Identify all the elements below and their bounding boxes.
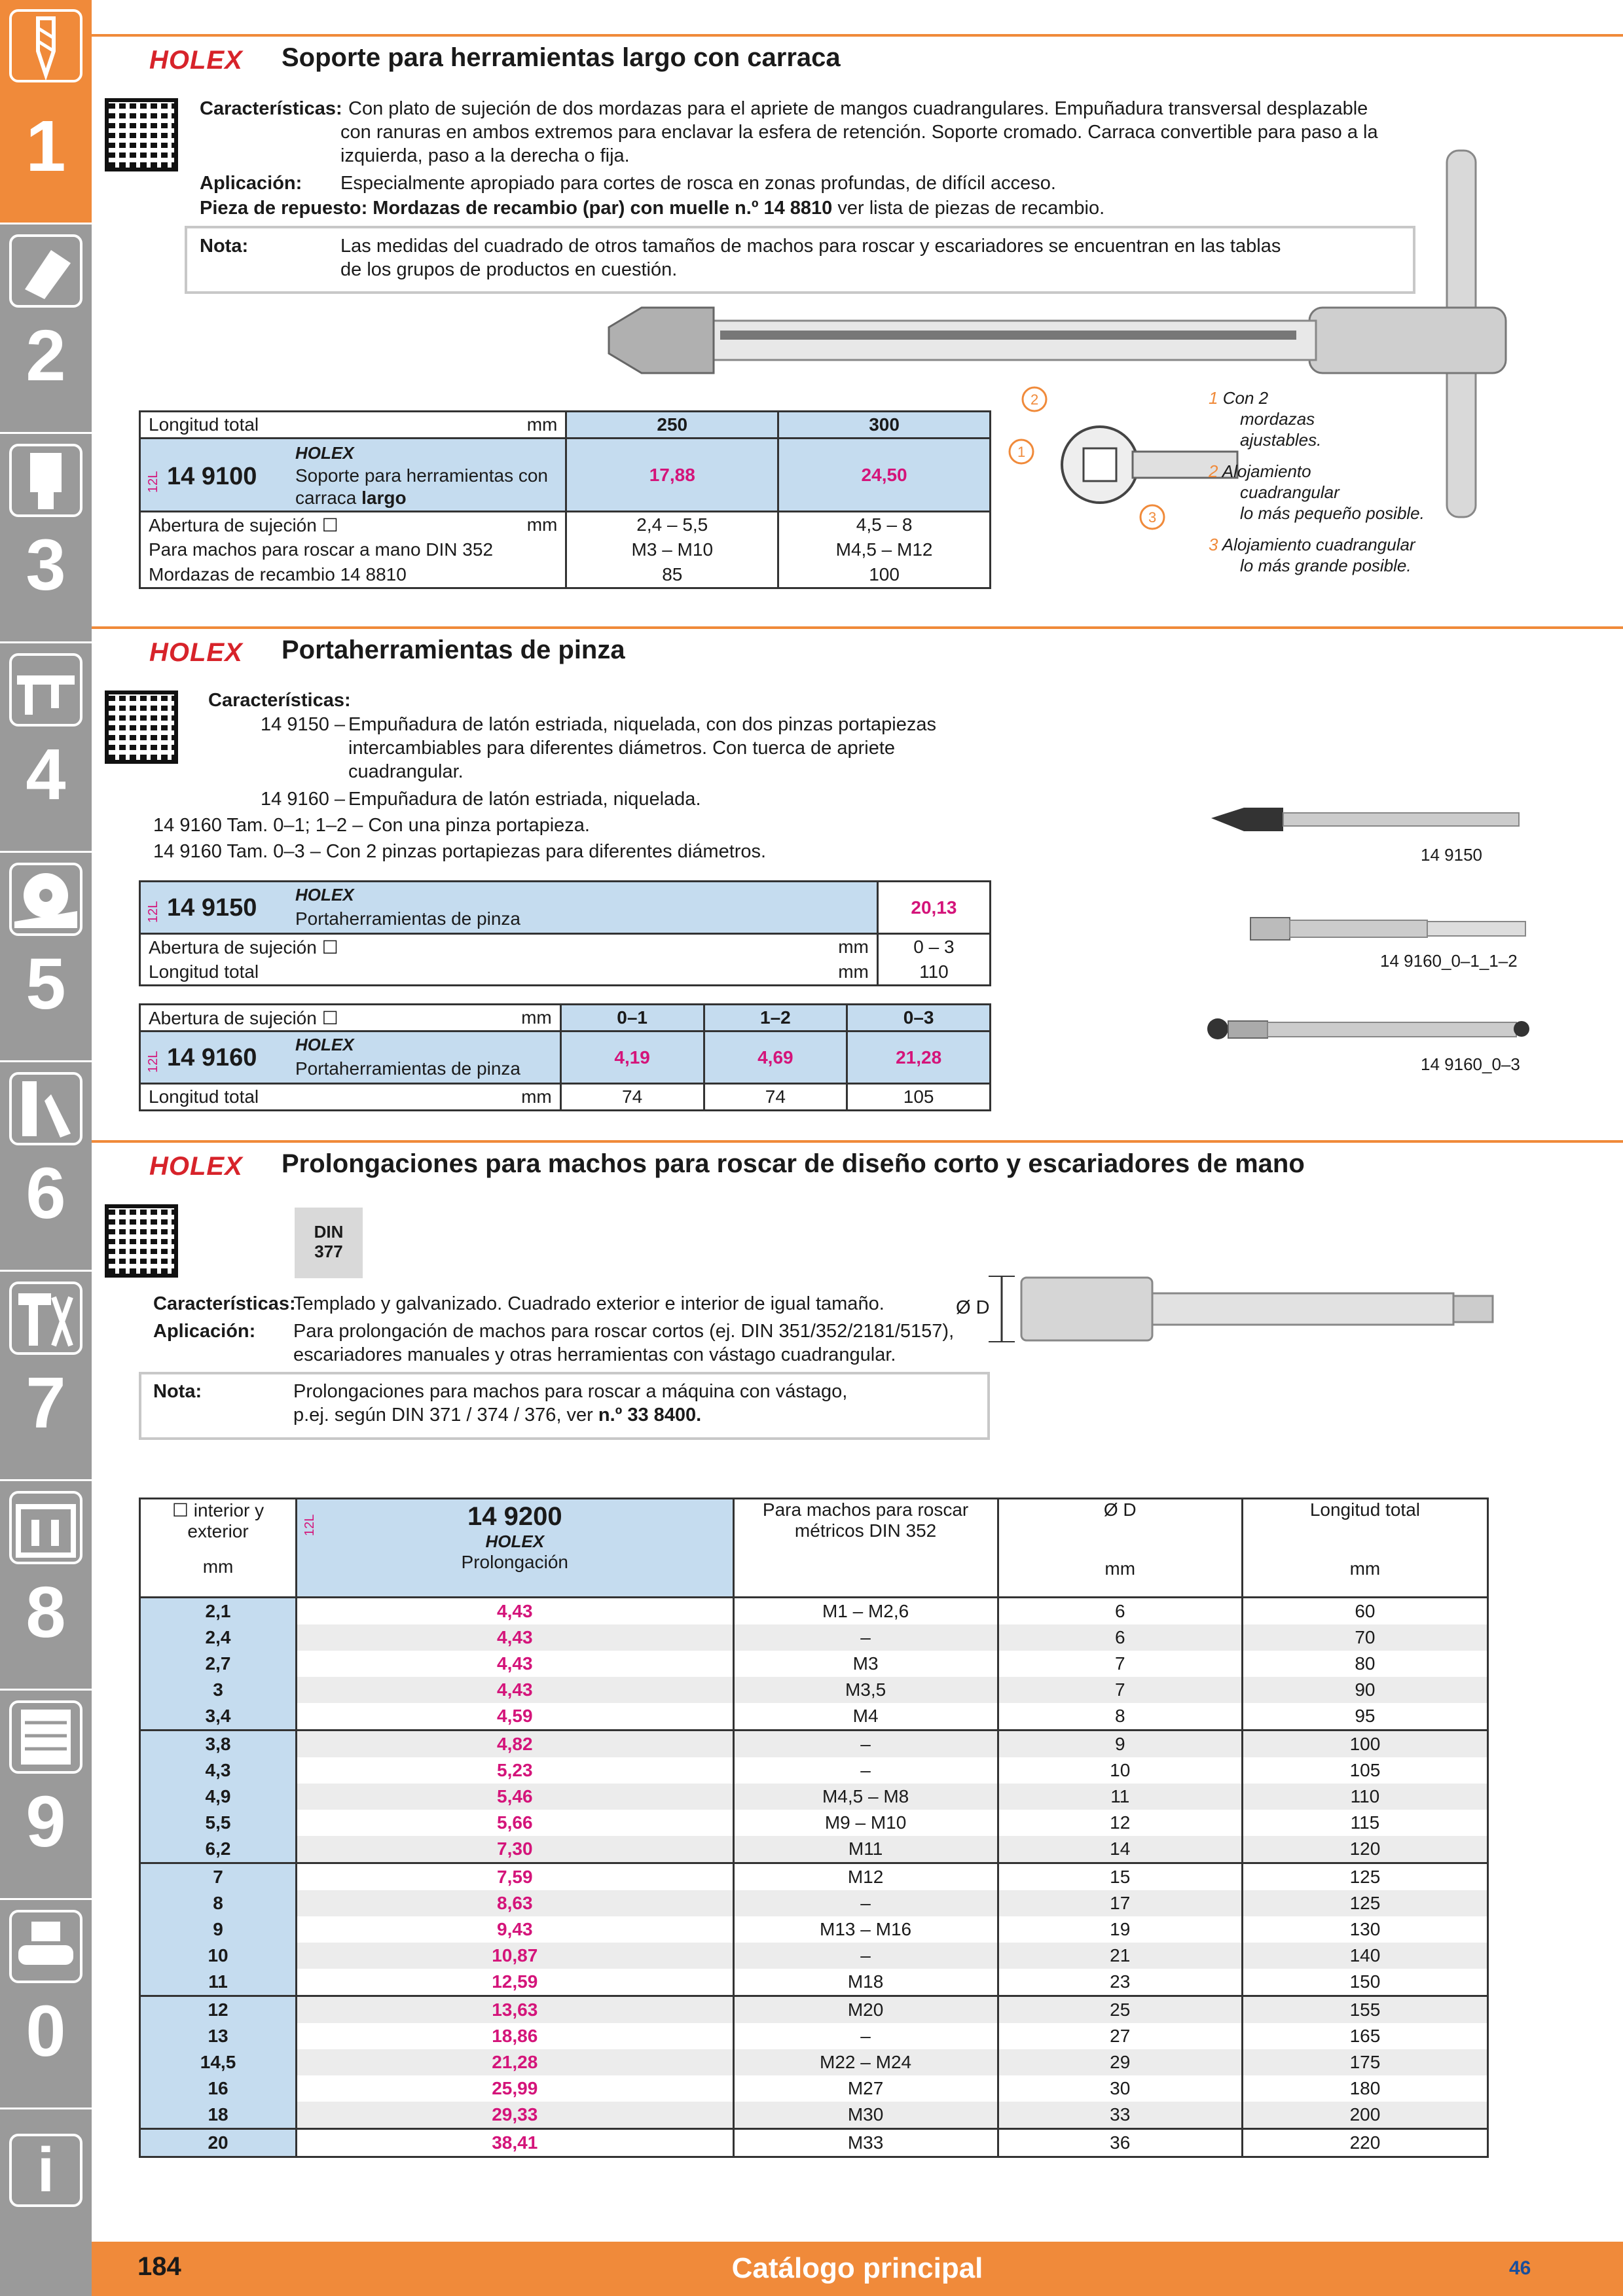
square-size: 3,4 bbox=[140, 1703, 297, 1731]
length: 95 bbox=[1242, 1703, 1487, 1731]
drill-icon bbox=[9, 9, 82, 82]
price: 4,69 bbox=[704, 1031, 847, 1084]
price: 5,46 bbox=[297, 1784, 733, 1810]
col-length: Longitud total mm bbox=[1242, 1499, 1487, 1598]
tap-size: M3 bbox=[733, 1651, 998, 1677]
tap-size: M12 bbox=[733, 1863, 998, 1891]
brand-small: HOLEX bbox=[295, 443, 354, 463]
brand-logo: HOLEX bbox=[149, 46, 243, 75]
note-text: Las medidas del cuadrado de otros tamaños de machos para roscar y escariadores se encuentran en las tablas bbox=[340, 236, 1281, 257]
diameter: 15 bbox=[998, 1863, 1242, 1891]
table-row bbox=[140, 2102, 1488, 2129]
price: 18,86 bbox=[297, 2023, 733, 2049]
length: 155 bbox=[1242, 1996, 1487, 2024]
tap-size: M27 bbox=[733, 2075, 998, 2102]
note-text: de los grupos de productos en cuestión. bbox=[340, 259, 678, 280]
length: 115 bbox=[1242, 1810, 1487, 1836]
caract-label: Características: bbox=[200, 98, 342, 119]
chapter-number[interactable]: 2 bbox=[26, 315, 66, 396]
chapter-number[interactable]: 6 bbox=[26, 1153, 66, 1234]
price: 25,99 bbox=[297, 2075, 733, 2102]
diameter: 11 bbox=[998, 1784, 1242, 1810]
table-row bbox=[140, 1943, 1488, 1969]
square-size: 14,5 bbox=[140, 2049, 297, 2075]
price: 21,28 bbox=[297, 2049, 733, 2075]
chapter-number[interactable]: 5 bbox=[26, 944, 66, 1024]
square-size: 9 bbox=[140, 1916, 297, 1943]
tap-size: M11 bbox=[733, 1836, 998, 1863]
tap-size: – bbox=[733, 2023, 998, 2049]
tap-size: M4 bbox=[733, 1703, 998, 1731]
section-divider bbox=[92, 626, 1623, 629]
safety-glasses-icon[interactable] bbox=[9, 1910, 82, 1983]
price: 8,63 bbox=[297, 1890, 733, 1916]
chapter-number[interactable]: 7 bbox=[26, 1363, 66, 1443]
article-number: 14 9160 bbox=[167, 1044, 257, 1071]
diameter: 19 bbox=[998, 1916, 1242, 1943]
tap-size: – bbox=[733, 1890, 998, 1916]
price: 24,50 bbox=[778, 439, 991, 512]
length: 105 bbox=[1242, 1757, 1487, 1784]
square-size: 3 bbox=[140, 1677, 297, 1703]
hammer-pliers-icon[interactable] bbox=[9, 1282, 82, 1355]
square-size: 8 bbox=[140, 1890, 297, 1916]
section-divider bbox=[92, 34, 1623, 37]
table-row bbox=[140, 2023, 1488, 2049]
article-number: 14 9150 bbox=[167, 894, 257, 922]
col-250: 250 bbox=[566, 412, 778, 439]
table-row bbox=[140, 2075, 1488, 2102]
table-row bbox=[140, 1784, 1488, 1810]
length: 125 bbox=[1242, 1890, 1487, 1916]
unit: mm bbox=[518, 412, 566, 439]
square-size: 5,5 bbox=[140, 1810, 297, 1836]
length: 110 bbox=[1242, 1784, 1487, 1810]
dim-label: Ø D bbox=[956, 1297, 990, 1318]
length: 130 bbox=[1242, 1916, 1487, 1943]
square-size: 16 bbox=[140, 2075, 297, 2102]
table-row bbox=[140, 1996, 1488, 2024]
table-row bbox=[140, 2049, 1488, 2075]
caliper-icon[interactable] bbox=[9, 653, 82, 726]
footer-code: 46 bbox=[1509, 2257, 1531, 2279]
price: 29,33 bbox=[297, 2102, 733, 2129]
chapter-sidebar bbox=[0, 0, 92, 2296]
section-title: Soporte para herramientas largo con carraca bbox=[282, 43, 841, 72]
chuck-icon[interactable] bbox=[9, 444, 82, 517]
table-row bbox=[140, 1703, 1488, 1731]
length: 165 bbox=[1242, 2023, 1487, 2049]
diameter: 6 bbox=[998, 1624, 1242, 1651]
price: 21,28 bbox=[847, 1031, 991, 1084]
square-size: 4,3 bbox=[140, 1757, 297, 1784]
product-table-149160: Abertura de sujeción ☐ mm 0–1 1–2 0–3 12L 14 9160 HOLEX Portaherramientas de pinza 4,19 4,69 21,28 Longitud total mm 74 74 105 bbox=[139, 1003, 991, 1111]
diameter: 25 bbox=[998, 1996, 1242, 2024]
price: 5,23 bbox=[297, 1757, 733, 1784]
table-row bbox=[140, 1810, 1488, 1836]
svg-text:2: 2 bbox=[1030, 391, 1039, 408]
caract-text: Con plato de sujeción de dos mordazas para el apriete de mangos cuadrangulares. Empuñadura transversal desplazable bbox=[348, 98, 1368, 119]
extension-image bbox=[949, 1263, 1539, 1355]
svg-text:1: 1 bbox=[1017, 444, 1026, 460]
spare-part: Pieza de repuesto: Mordazas de recambio (par) con muelle n.º 14 8810 ver lista de piezas de recambio. bbox=[200, 198, 1105, 219]
table-row bbox=[140, 1677, 1488, 1703]
length: 140 bbox=[1242, 1943, 1487, 1969]
length: 100 bbox=[1242, 1731, 1487, 1758]
chapter-number[interactable]: 9 bbox=[26, 1782, 66, 1862]
col-300: 300 bbox=[778, 412, 991, 439]
table-row bbox=[140, 1731, 1488, 1758]
price: 13,63 bbox=[297, 1996, 733, 2024]
length: 90 bbox=[1242, 1677, 1487, 1703]
col-taps: Para machos para roscar métricos DIN 352 bbox=[733, 1499, 998, 1598]
length: 70 bbox=[1242, 1624, 1487, 1651]
chapter-tab-active[interactable] bbox=[0, 0, 92, 223]
diameter: 36 bbox=[998, 2129, 1242, 2157]
diameter: 23 bbox=[998, 1969, 1242, 1996]
image-caption: 14 9160_0–3 bbox=[1421, 1054, 1520, 1074]
insert-icon[interactable] bbox=[9, 234, 82, 308]
info-icon[interactable]: i bbox=[9, 2134, 82, 2207]
diameter: 6 bbox=[998, 1598, 1242, 1625]
tap-size: – bbox=[733, 1624, 998, 1651]
square-size: 11 bbox=[140, 1969, 297, 1996]
section-title: Prolongaciones para machos para roscar de diseño corto y escariadores de mano bbox=[282, 1149, 1305, 1178]
qr-code[interactable] bbox=[105, 691, 178, 764]
price: 4,43 bbox=[297, 1624, 733, 1651]
diameter: 9 bbox=[998, 1731, 1242, 1758]
product-table-149200 bbox=[139, 1498, 1489, 2158]
price: 38,41 bbox=[297, 2129, 733, 2157]
tap-size: M1 – M2,6 bbox=[733, 1598, 998, 1625]
tap-size: M4,5 – M8 bbox=[733, 1784, 998, 1810]
article-cell[interactable]: 12L 14 9100 HOLEX Soporte para herramientas con carraca largo bbox=[140, 439, 566, 512]
caract-label: Características: bbox=[208, 690, 351, 711]
table-row bbox=[140, 1969, 1488, 1996]
tap-size: M33 bbox=[733, 2129, 998, 2157]
square-size: 13 bbox=[140, 2023, 297, 2049]
price: 4,43 bbox=[297, 1677, 733, 1703]
price: 4,59 bbox=[297, 1703, 733, 1731]
section-divider bbox=[92, 1140, 1623, 1143]
tap-size: – bbox=[733, 1757, 998, 1784]
col-diameter: Ø D mm bbox=[998, 1499, 1242, 1598]
square-size: 2,7 bbox=[140, 1651, 297, 1677]
diameter: 12 bbox=[998, 1810, 1242, 1836]
diameter: 10 bbox=[998, 1757, 1242, 1784]
diameter: 29 bbox=[998, 2049, 1242, 2075]
tap-size: M30 bbox=[733, 2102, 998, 2129]
length: 125 bbox=[1242, 1863, 1487, 1891]
product-table-149100: Longitud total mm 250 300 12L 14 9100 HOLEX Soporte para herramientas con carraca largo 17,88 24,50 Abertura de sujeción ☐ mm 2,4 – 5,5 4,5 – 8 Para machos para roscar a mano DIN 352 M3 – M10 M4,5 – M12 Mordazas de recambio 14 8810 85 100 bbox=[139, 410, 991, 589]
price: 10,87 bbox=[297, 1943, 733, 1969]
diameter: 17 bbox=[998, 1890, 1242, 1916]
svg-text:3: 3 bbox=[1148, 509, 1157, 526]
price: 7,59 bbox=[297, 1863, 733, 1891]
tap-size: M13 – M16 bbox=[733, 1916, 998, 1943]
aplic-label: Aplicación: bbox=[200, 173, 302, 194]
diameter: 33 bbox=[998, 2102, 1242, 2129]
chapter-number[interactable]: 8 bbox=[26, 1572, 66, 1653]
chapter-number[interactable]: 0 bbox=[26, 1991, 66, 2072]
price: 4,43 bbox=[297, 1651, 733, 1677]
tap-size: – bbox=[733, 1943, 998, 1969]
price: 4,19 bbox=[560, 1031, 704, 1084]
length: 60 bbox=[1242, 1598, 1487, 1625]
tap-size: M20 bbox=[733, 1996, 998, 2024]
caract-text: izquierda, paso a la derecha o fija. bbox=[340, 145, 630, 166]
diameter: 7 bbox=[998, 1677, 1242, 1703]
pin-vise-images bbox=[1205, 798, 1532, 1073]
length: 220 bbox=[1242, 2129, 1487, 2157]
square-size: 6,2 bbox=[140, 1836, 297, 1863]
aplic-text: Especialmente apropiado para cortes de rosca en zonas profundas, de difícil acceso. bbox=[340, 173, 1056, 194]
table-row bbox=[140, 1598, 1488, 1625]
brand-logo: HOLEX bbox=[149, 638, 243, 667]
article-cell[interactable]: 12L 14 9150 HOLEX Portaherramientas de pinza bbox=[140, 882, 878, 934]
catalog-title: Catálogo principal bbox=[731, 2252, 983, 2284]
price: 17,88 bbox=[566, 439, 778, 512]
footer-bar bbox=[92, 2242, 1623, 2296]
table-row bbox=[140, 1624, 1488, 1651]
table-row bbox=[140, 1651, 1488, 1677]
row-label: Longitud total bbox=[140, 412, 519, 439]
price: 9,43 bbox=[297, 1916, 733, 1943]
diameter: 27 bbox=[998, 2023, 1242, 2049]
article-cell[interactable]: 12L 14 9160 HOLEX Portaherramientas de pinza bbox=[140, 1031, 561, 1084]
table-row bbox=[140, 1757, 1488, 1784]
price: 20,13 bbox=[877, 882, 990, 934]
cabinet-icon[interactable] bbox=[9, 1700, 82, 1774]
square-size: 2,1 bbox=[140, 1598, 297, 1625]
col-square: ☐ interior y exterior mm bbox=[140, 1499, 297, 1598]
square-size: 20 bbox=[140, 2129, 297, 2157]
toolcase-icon[interactable] bbox=[9, 1491, 82, 1564]
diameter: 14 bbox=[998, 1836, 1242, 1863]
product-table-149150: 12L 14 9150 HOLEX Portaherramientas de pinza 20,13 Abertura de sujeción ☐ mm 0 – 3 Longitud total mm 110 bbox=[139, 880, 991, 986]
length: 175 bbox=[1242, 2049, 1487, 2075]
table-row bbox=[140, 1863, 1488, 1891]
wrench-icon[interactable] bbox=[9, 1072, 82, 1145]
chapter-number[interactable]: 3 bbox=[26, 525, 66, 605]
length: 200 bbox=[1242, 2102, 1487, 2129]
chapter-number: 1 bbox=[26, 106, 66, 187]
square-size: 18 bbox=[140, 2102, 297, 2129]
qr-code[interactable] bbox=[105, 98, 178, 171]
note-label: Nota: bbox=[200, 236, 249, 257]
square-size: 4,9 bbox=[140, 1784, 297, 1810]
length: 180 bbox=[1242, 2075, 1487, 2102]
qr-code[interactable] bbox=[105, 1204, 178, 1278]
tap-size: M22 – M24 bbox=[733, 2049, 998, 2075]
length: 80 bbox=[1242, 1651, 1487, 1677]
col-article: 12L 14 9200 HOLEX Prolongación bbox=[297, 1499, 733, 1598]
saw-blade-icon[interactable] bbox=[9, 863, 82, 936]
tap-size: – bbox=[733, 1731, 998, 1758]
page-number: 184 bbox=[137, 2252, 181, 2281]
din-badge: DIN 377 bbox=[295, 1208, 363, 1278]
diameter: 8 bbox=[998, 1703, 1242, 1731]
table-row bbox=[140, 1916, 1488, 1943]
price: 7,30 bbox=[297, 1836, 733, 1863]
image-caption: 14 9150 bbox=[1421, 845, 1482, 865]
length: 120 bbox=[1242, 1836, 1487, 1863]
diameter: 21 bbox=[998, 1943, 1242, 1969]
price: 12,59 bbox=[297, 1969, 733, 1996]
image-caption: 14 9160_0–1_1–2 bbox=[1380, 951, 1518, 971]
section-title: Portaherramientas de pinza bbox=[282, 636, 625, 664]
diameter: 30 bbox=[998, 2075, 1242, 2102]
tap-size: M3,5 bbox=[733, 1677, 998, 1703]
price: 4,82 bbox=[297, 1731, 733, 1758]
tap-size: M18 bbox=[733, 1969, 998, 1996]
table-row bbox=[140, 1890, 1488, 1916]
tap-size: M9 – M10 bbox=[733, 1810, 998, 1836]
length: 150 bbox=[1242, 1969, 1487, 1996]
square-size: 12 bbox=[140, 1996, 297, 2024]
square-size: 3,8 bbox=[140, 1731, 297, 1758]
price: 5,66 bbox=[297, 1810, 733, 1836]
square-size: 2,4 bbox=[140, 1624, 297, 1651]
brand-logo: HOLEX bbox=[149, 1152, 243, 1181]
square-size: 10 bbox=[140, 1943, 297, 1969]
table-row bbox=[140, 2129, 1488, 2157]
article-number: 14 9100 bbox=[167, 463, 257, 490]
caract-text: con ranuras en ambos extremos para enclavar la esfera de retención. Soporte cromado. Carraca convertible para paso a la bbox=[340, 122, 1378, 143]
diameter: 7 bbox=[998, 1651, 1242, 1677]
price: 4,43 bbox=[297, 1598, 733, 1625]
chapter-number[interactable]: 4 bbox=[26, 734, 66, 815]
square-size: 7 bbox=[140, 1863, 297, 1891]
table-row bbox=[140, 1836, 1488, 1863]
